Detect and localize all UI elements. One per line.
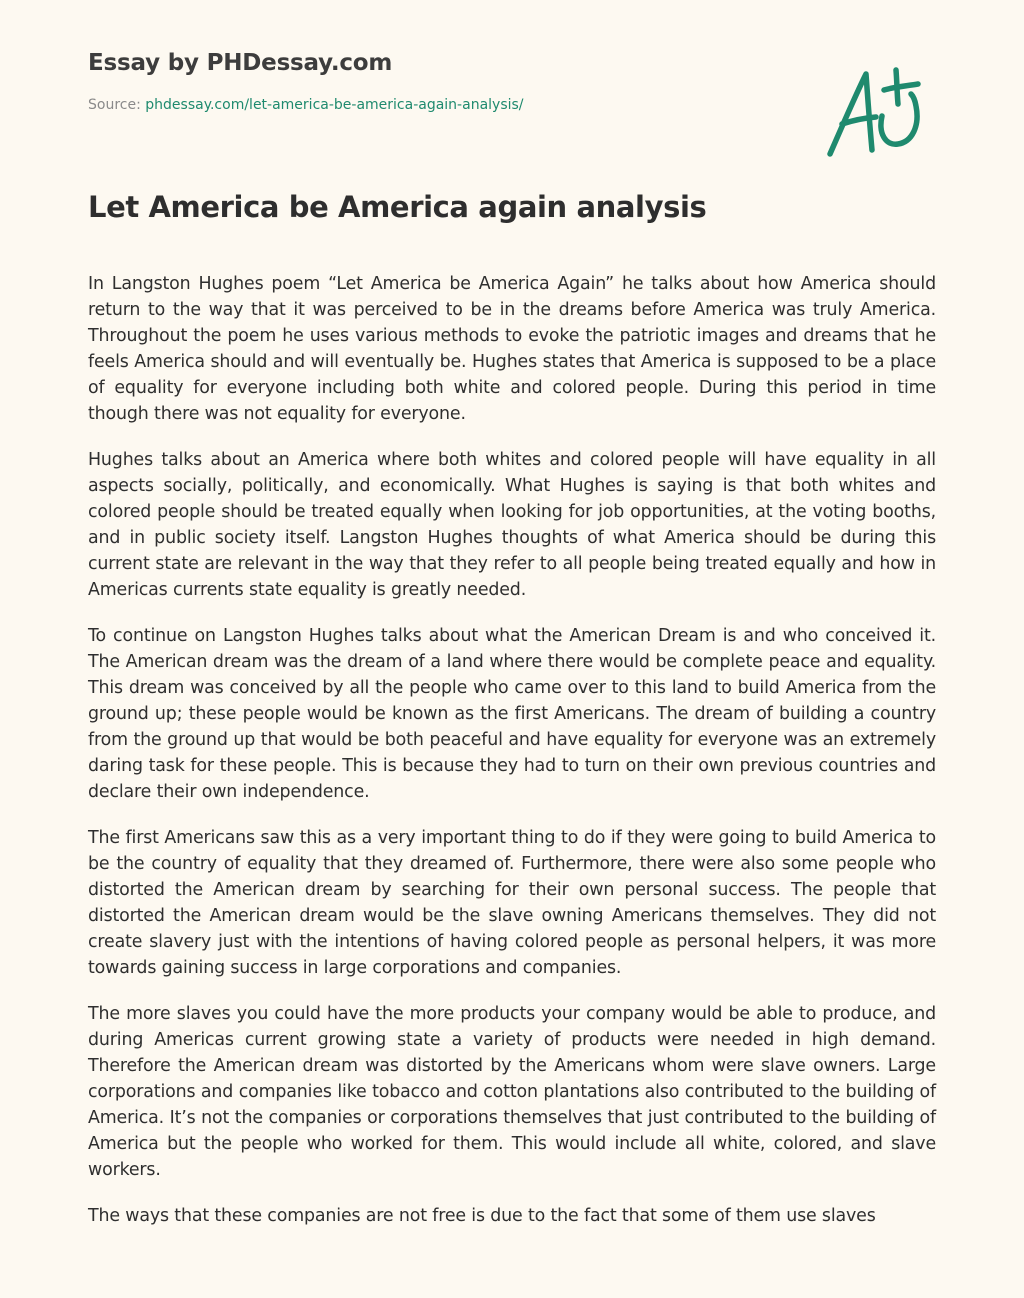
source-line [88, 97, 524, 113]
essay-paragraph: The ways that these companies are not free is due to the fact that some of them use slaves [88, 1206, 876, 1226]
site-brand: Essay by PHDessay.com [88, 50, 393, 76]
essay-paragraph: In Langston Hughes poem “Let America be America Again” he talks about how America should return to the way that it was perceived to be in the dreams before America was truly America. Throughout the poem he uses various methods to evoke the patriotic images and dreams that he feels America should and will eventually be. Hughes states that America is supposed to be a place of equality for everyone including both white and colored people. During this period in time though there was not equality for everyone. [88, 274, 936, 424]
page-header [88, 50, 524, 113]
essay-paragraph: The first Americans saw this as a very important thing to do if they were going to build America to be the country of equality that they dreamed of. Furthermore, there were also some people who distorted the American dream by searching for their own personal success. The people that distorted the American dream would be the slave owning Americans themselves. They did not create slavery just with the intentions of having colored people as personal helpers, it was more towards gaining success in large corporations and companies. [88, 828, 936, 978]
source-label: Source: [88, 97, 141, 113]
essay-title: Let America be America again analysis [88, 190, 707, 224]
essay-body [88, 271, 936, 1249]
essay-paragraph: The more slaves you could have the more products your company would be able to produce, and during Americas current growing state a variety of products were needed in high demand. Therefore the American dream was distorted by the Americans whom were slave owners. Large corporations and companies like tobacco and cotton plantations also contributed to the building of America. It’s not the companies or corporations themselves that just contributed to the building of America but the people who worked for them. This would include all white, colored, and slave workers. [88, 1004, 936, 1180]
a-plus-grade-icon [820, 62, 932, 162]
source-link[interactable]: phdessay.com/let-america-be-america-again-analysis/ [145, 97, 524, 113]
essay-paragraph: To continue on Langston Hughes talks about what the American Dream is and who conceived it. The American dream was the dream of a land where there would be complete peace and equality. This dream was conceived by all the people who came over to this land to build America from the ground up; these people would be known as the first Americans. The dream of building a country from the ground up that would be both peaceful and have equality for everyone was an extremely daring task for these people. This is because they had to turn on their own previous countries and declare their own independence. [88, 626, 936, 802]
essay-paragraph: Hughes talks about an America where both whites and colored people will have equality in all aspects socially, politically, and economically. What Hughes is saying is that both whites and colored people should be treated equally when looking for job opportunities, at the voting booths, and in public society itself. Langston Hughes thoughts of what America should be during this current state are relevant in the way that they refer to all people being treated equally and how in Americas currents state equality is greatly needed. [88, 450, 936, 600]
